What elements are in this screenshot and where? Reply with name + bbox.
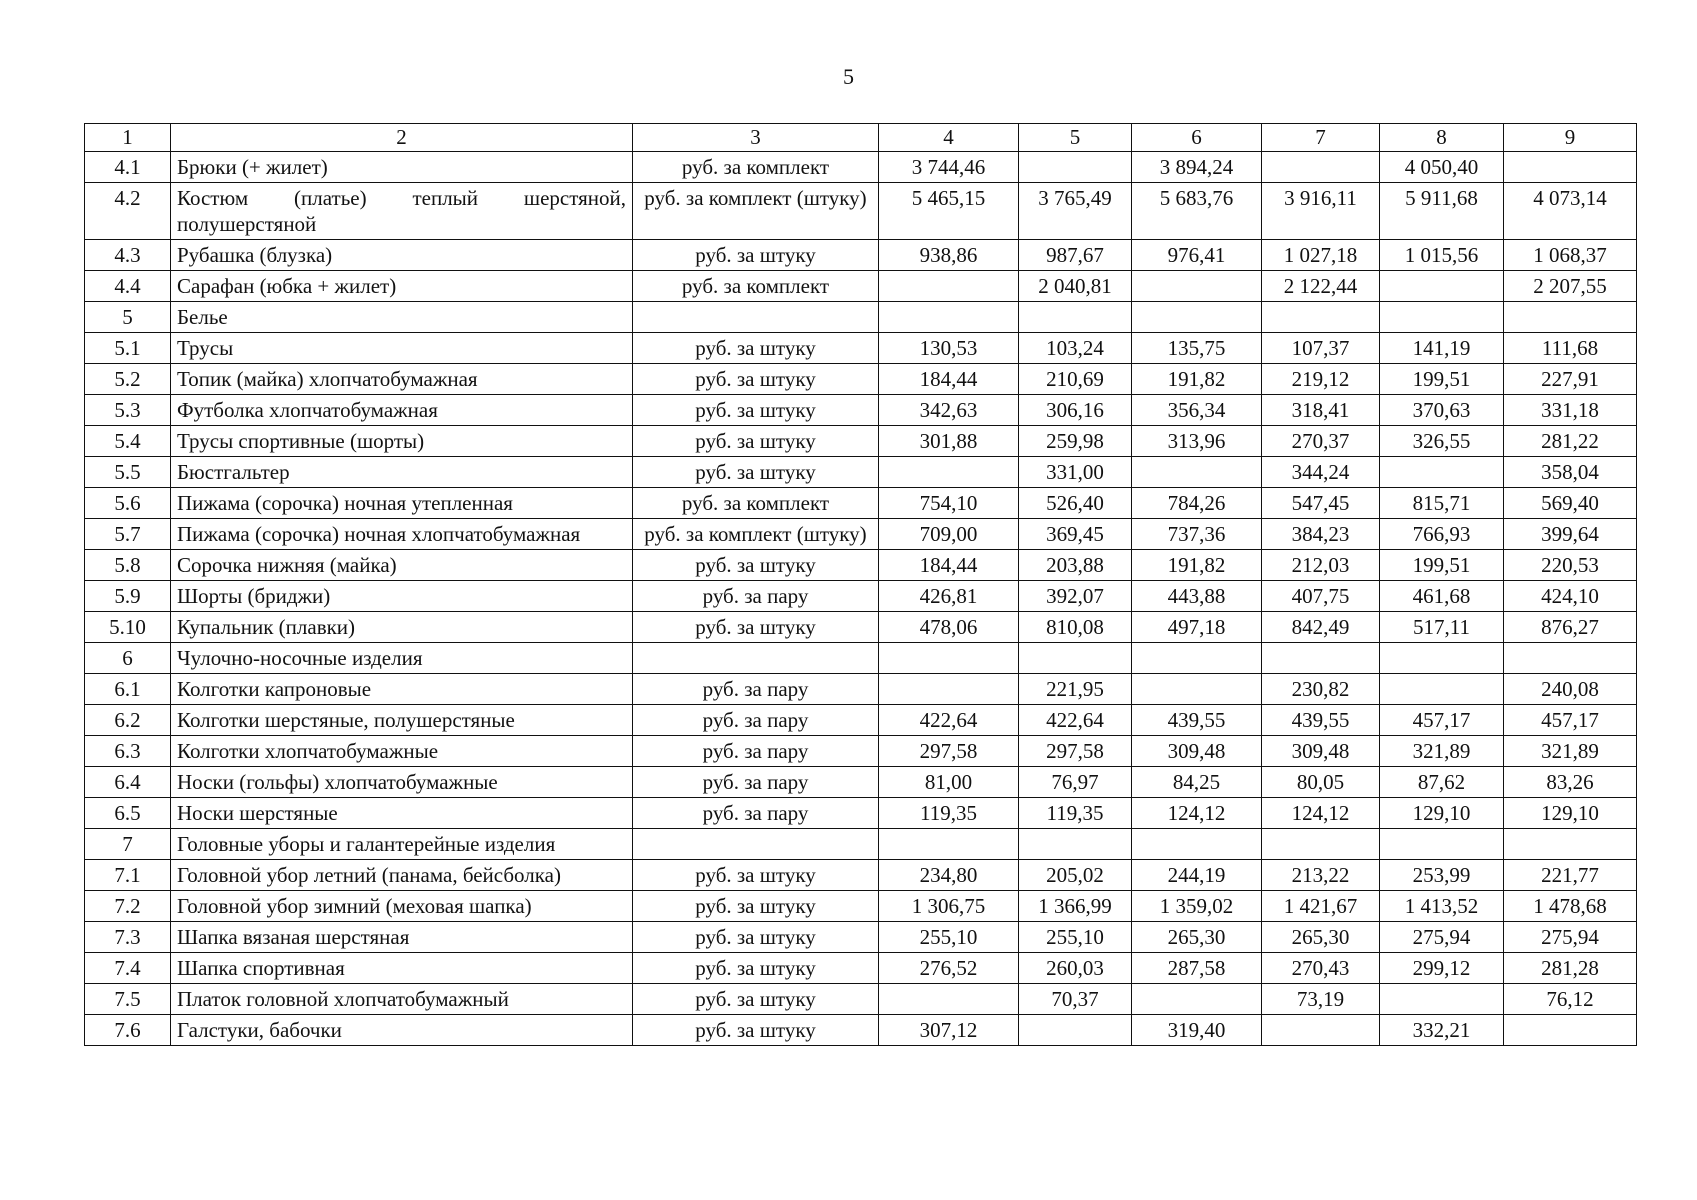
table-row <box>85 457 1637 488</box>
price-cell: 4 073,14 <box>1504 183 1637 240</box>
price-cell: 424,10 <box>1504 581 1637 612</box>
price-cell: 275,94 <box>1504 922 1637 953</box>
price-cell: 313,96 <box>1132 426 1262 457</box>
unit-cell <box>633 643 879 674</box>
unit-cell: руб. за штуку <box>633 891 879 922</box>
price-cell: 221,95 <box>1019 674 1132 705</box>
price-cell: 119,35 <box>1019 798 1132 829</box>
unit-cell: руб. за штуку <box>633 395 879 426</box>
price-cell: 517,11 <box>1380 612 1504 643</box>
table-row <box>85 1015 1637 1046</box>
price-cell: 240,08 <box>1504 674 1637 705</box>
table-row <box>85 736 1637 767</box>
price-cell <box>1380 271 1504 302</box>
price-cell <box>1262 829 1380 860</box>
price-cell <box>1019 829 1132 860</box>
unit-cell: руб. за штуку <box>633 860 879 891</box>
table-row <box>85 643 1637 674</box>
table-row <box>85 333 1637 364</box>
row-number-cell: 6.3 <box>85 736 171 767</box>
table-row <box>85 798 1637 829</box>
row-number-cell: 5.4 <box>85 426 171 457</box>
price-cell: 1 015,56 <box>1380 240 1504 271</box>
item-name-cell: Колготки хлопчатобумажные <box>171 736 633 767</box>
price-cell: 461,68 <box>1380 581 1504 612</box>
price-cell: 810,08 <box>1019 612 1132 643</box>
price-cell: 709,00 <box>879 519 1019 550</box>
price-cell <box>879 302 1019 333</box>
price-cell: 976,41 <box>1132 240 1262 271</box>
unit-cell: руб. за штуку <box>633 550 879 581</box>
price-cell: 234,80 <box>879 860 1019 891</box>
price-cell: 876,27 <box>1504 612 1637 643</box>
price-cell: 135,75 <box>1132 333 1262 364</box>
price-cell <box>1132 643 1262 674</box>
row-number-cell: 7.4 <box>85 953 171 984</box>
price-cell: 842,49 <box>1262 612 1380 643</box>
item-name-cell: Белье <box>171 302 633 333</box>
unit-cell: руб. за пару <box>633 798 879 829</box>
price-cell: 1 068,37 <box>1504 240 1637 271</box>
price-cell: 1 413,52 <box>1380 891 1504 922</box>
price-cell: 299,12 <box>1380 953 1504 984</box>
price-cell: 309,48 <box>1262 736 1380 767</box>
price-cell: 76,97 <box>1019 767 1132 798</box>
table-row <box>85 550 1637 581</box>
item-name-cell: Футболка хлопчатобумажная <box>171 395 633 426</box>
item-name-cell: Шорты (бриджи) <box>171 581 633 612</box>
table-row <box>85 426 1637 457</box>
price-cell: 184,44 <box>879 550 1019 581</box>
price-cell: 124,12 <box>1262 798 1380 829</box>
price-cell <box>1132 674 1262 705</box>
price-cell: 2 207,55 <box>1504 271 1637 302</box>
item-name-cell: Шапка спортивная <box>171 953 633 984</box>
price-cell: 73,19 <box>1262 984 1380 1015</box>
price-cell: 754,10 <box>879 488 1019 519</box>
item-name-cell: Брюки (+ жилет) <box>171 152 633 183</box>
price-cell: 318,41 <box>1262 395 1380 426</box>
row-number-cell: 5.1 <box>85 333 171 364</box>
unit-cell: руб. за комплект <box>633 488 879 519</box>
price-cell <box>1380 457 1504 488</box>
price-cell: 399,64 <box>1504 519 1637 550</box>
price-cell: 184,44 <box>879 364 1019 395</box>
item-name-cell: Трусы <box>171 333 633 364</box>
row-number-cell: 5.8 <box>85 550 171 581</box>
unit-cell: руб. за штуку <box>633 612 879 643</box>
price-cell: 107,37 <box>1262 333 1380 364</box>
price-cell: 260,03 <box>1019 953 1132 984</box>
price-cell: 3 744,46 <box>879 152 1019 183</box>
price-cell: 4 050,40 <box>1380 152 1504 183</box>
unit-cell: руб. за пару <box>633 736 879 767</box>
row-number-cell: 6 <box>85 643 171 674</box>
price-cell: 297,58 <box>1019 736 1132 767</box>
price-cell: 766,93 <box>1380 519 1504 550</box>
row-number-cell: 5.5 <box>85 457 171 488</box>
table-row <box>85 488 1637 519</box>
price-cell: 457,17 <box>1504 705 1637 736</box>
row-number-cell: 4.2 <box>85 183 171 240</box>
price-cell: 259,98 <box>1019 426 1132 457</box>
row-number-cell: 5.9 <box>85 581 171 612</box>
price-cell: 76,12 <box>1504 984 1637 1015</box>
item-name-cell: Носки шерстяные <box>171 798 633 829</box>
price-cell <box>879 984 1019 1015</box>
price-cell: 478,06 <box>879 612 1019 643</box>
row-number-cell: 5.3 <box>85 395 171 426</box>
row-number-cell: 4.1 <box>85 152 171 183</box>
price-cell: 526,40 <box>1019 488 1132 519</box>
price-cell: 309,48 <box>1132 736 1262 767</box>
header-cell: 6 <box>1132 124 1262 152</box>
price-cell: 205,02 <box>1019 860 1132 891</box>
price-cell <box>1132 302 1262 333</box>
price-cell <box>1132 829 1262 860</box>
price-cell: 1 366,99 <box>1019 891 1132 922</box>
item-name-cell: Колготки капроновые <box>171 674 633 705</box>
unit-cell: руб. за штуку <box>633 1015 879 1046</box>
price-cell <box>1262 152 1380 183</box>
row-number-cell: 6.5 <box>85 798 171 829</box>
price-cell <box>1504 302 1637 333</box>
price-cell <box>1380 984 1504 1015</box>
price-cell: 422,64 <box>1019 705 1132 736</box>
price-cell: 384,23 <box>1262 519 1380 550</box>
table-row <box>85 302 1637 333</box>
header-cell: 5 <box>1019 124 1132 152</box>
row-number-cell: 7.2 <box>85 891 171 922</box>
price-cell: 210,69 <box>1019 364 1132 395</box>
page-number: 5 <box>843 64 854 89</box>
row-number-cell: 6.2 <box>85 705 171 736</box>
item-name-cell: Шапка вязаная шерстяная <box>171 922 633 953</box>
price-cell: 270,43 <box>1262 953 1380 984</box>
item-name-cell: Рубашка (блузка) <box>171 240 633 271</box>
price-cell: 344,24 <box>1262 457 1380 488</box>
unit-cell: руб. за комплект <box>633 152 879 183</box>
price-cell <box>879 674 1019 705</box>
price-cell <box>1132 984 1262 1015</box>
price-cell: 547,45 <box>1262 488 1380 519</box>
price-cell: 111,68 <box>1504 333 1637 364</box>
row-number-cell: 5.10 <box>85 612 171 643</box>
row-number-cell: 6.1 <box>85 674 171 705</box>
header-cell: 9 <box>1504 124 1637 152</box>
price-cell: 253,99 <box>1380 860 1504 891</box>
price-cell: 392,07 <box>1019 581 1132 612</box>
price-cell: 815,71 <box>1380 488 1504 519</box>
price-cell: 1 027,18 <box>1262 240 1380 271</box>
price-cell: 1 421,67 <box>1262 891 1380 922</box>
price-cell: 265,30 <box>1262 922 1380 953</box>
price-cell <box>1262 302 1380 333</box>
item-name-cell: Колготки шерстяные, полушерстяные <box>171 705 633 736</box>
header-cell: 4 <box>879 124 1019 152</box>
price-cell <box>1504 1015 1637 1046</box>
price-cell <box>1132 457 1262 488</box>
row-number-cell: 7.3 <box>85 922 171 953</box>
table-row <box>85 984 1637 1015</box>
table-body <box>85 124 1637 1046</box>
row-number-cell: 5.2 <box>85 364 171 395</box>
price-cell: 342,63 <box>879 395 1019 426</box>
unit-cell: руб. за штуку <box>633 364 879 395</box>
price-cell: 784,26 <box>1132 488 1262 519</box>
item-name-cell: Трусы спортивные (шорты) <box>171 426 633 457</box>
price-cell <box>1504 152 1637 183</box>
unit-cell: руб. за пару <box>633 674 879 705</box>
price-table <box>84 123 1637 1046</box>
price-cell: 227,91 <box>1504 364 1637 395</box>
price-cell <box>1380 643 1504 674</box>
table-row <box>85 395 1637 426</box>
price-cell <box>1132 271 1262 302</box>
row-number-cell: 5 <box>85 302 171 333</box>
price-cell <box>1380 674 1504 705</box>
price-cell: 124,12 <box>1132 798 1262 829</box>
row-number-cell: 7.6 <box>85 1015 171 1046</box>
price-cell: 319,40 <box>1132 1015 1262 1046</box>
item-name-cell: Пижама (сорочка) ночная хлопчатобумажная <box>171 519 633 550</box>
price-cell: 81,00 <box>879 767 1019 798</box>
price-cell: 70,37 <box>1019 984 1132 1015</box>
unit-cell: руб. за штуку <box>633 922 879 953</box>
price-cell: 426,81 <box>879 581 1019 612</box>
price-cell: 332,21 <box>1380 1015 1504 1046</box>
table-row <box>85 953 1637 984</box>
price-cell: 219,12 <box>1262 364 1380 395</box>
price-cell: 306,16 <box>1019 395 1132 426</box>
price-cell: 358,04 <box>1504 457 1637 488</box>
item-name-cell: Бюстгальтер <box>171 457 633 488</box>
item-name-cell: Костюм (платье) теплый шерстяной, полушерстяной <box>171 183 633 240</box>
unit-cell: руб. за пару <box>633 581 879 612</box>
table-row <box>85 183 1637 240</box>
price-cell: 199,51 <box>1380 550 1504 581</box>
price-cell: 497,18 <box>1132 612 1262 643</box>
price-cell: 129,10 <box>1380 798 1504 829</box>
price-cell: 230,82 <box>1262 674 1380 705</box>
table-row <box>85 271 1637 302</box>
row-number-cell: 5.6 <box>85 488 171 519</box>
price-cell: 987,67 <box>1019 240 1132 271</box>
price-cell: 275,94 <box>1380 922 1504 953</box>
price-cell: 244,19 <box>1132 860 1262 891</box>
header-cell: 7 <box>1262 124 1380 152</box>
price-cell: 331,00 <box>1019 457 1132 488</box>
price-cell: 2 040,81 <box>1019 271 1132 302</box>
table-row <box>85 705 1637 736</box>
price-cell: 569,40 <box>1504 488 1637 519</box>
price-cell <box>1262 643 1380 674</box>
price-cell: 1 306,75 <box>879 891 1019 922</box>
table-row <box>85 519 1637 550</box>
price-cell: 199,51 <box>1380 364 1504 395</box>
price-cell <box>1380 302 1504 333</box>
row-number-cell: 4.4 <box>85 271 171 302</box>
price-cell: 422,64 <box>879 705 1019 736</box>
item-name-cell: Сорочка нижняя (майка) <box>171 550 633 581</box>
price-cell: 87,62 <box>1380 767 1504 798</box>
price-cell: 276,52 <box>879 953 1019 984</box>
header-cell: 1 <box>85 124 171 152</box>
item-name-cell: Пижама (сорочка) ночная утепленная <box>171 488 633 519</box>
unit-cell: руб. за штуку <box>633 457 879 488</box>
unit-cell: руб. за комплект (штуку) <box>633 519 879 550</box>
item-name-cell: Галстуки, бабочки <box>171 1015 633 1046</box>
price-cell: 938,86 <box>879 240 1019 271</box>
price-cell: 83,26 <box>1504 767 1637 798</box>
price-cell <box>879 271 1019 302</box>
header-cell: 8 <box>1380 124 1504 152</box>
price-cell: 80,05 <box>1262 767 1380 798</box>
price-cell: 221,77 <box>1504 860 1637 891</box>
price-cell: 129,10 <box>1504 798 1637 829</box>
table-row <box>85 674 1637 705</box>
price-cell: 191,82 <box>1132 550 1262 581</box>
price-cell: 130,53 <box>879 333 1019 364</box>
price-cell: 3 916,11 <box>1262 183 1380 240</box>
price-cell: 255,10 <box>879 922 1019 953</box>
price-cell: 213,22 <box>1262 860 1380 891</box>
item-name-cell: Топик (майка) хлопчатобумажная <box>171 364 633 395</box>
price-cell: 439,55 <box>1132 705 1262 736</box>
price-cell: 5 465,15 <box>879 183 1019 240</box>
unit-cell <box>633 829 879 860</box>
price-cell: 255,10 <box>1019 922 1132 953</box>
item-name-cell: Сарафан (юбка + жилет) <box>171 271 633 302</box>
price-cell: 2 122,44 <box>1262 271 1380 302</box>
price-cell: 439,55 <box>1262 705 1380 736</box>
price-cell: 203,88 <box>1019 550 1132 581</box>
price-cell: 84,25 <box>1132 767 1262 798</box>
price-cell: 321,89 <box>1504 736 1637 767</box>
price-cell <box>1019 1015 1132 1046</box>
item-name-cell: Чулочно-носочные изделия <box>171 643 633 674</box>
table-row <box>85 364 1637 395</box>
table-row <box>85 860 1637 891</box>
row-number-cell: 5.7 <box>85 519 171 550</box>
price-cell <box>1019 302 1132 333</box>
item-name-cell: Платок головной хлопчатобумажный <box>171 984 633 1015</box>
price-cell: 369,45 <box>1019 519 1132 550</box>
unit-cell: руб. за штуку <box>633 984 879 1015</box>
table-row <box>85 581 1637 612</box>
price-cell: 356,34 <box>1132 395 1262 426</box>
price-cell: 307,12 <box>879 1015 1019 1046</box>
unit-cell: руб. за штуку <box>633 240 879 271</box>
price-cell: 281,22 <box>1504 426 1637 457</box>
table-row <box>85 891 1637 922</box>
unit-cell: руб. за комплект (штуку) <box>633 183 879 240</box>
price-cell: 103,24 <box>1019 333 1132 364</box>
table-row <box>85 152 1637 183</box>
price-cell: 3 894,24 <box>1132 152 1262 183</box>
price-cell <box>879 457 1019 488</box>
table-row <box>85 922 1637 953</box>
header-cell: 2 <box>171 124 633 152</box>
item-name-cell: Купальник (плавки) <box>171 612 633 643</box>
header-cell: 3 <box>633 124 879 152</box>
price-cell: 407,75 <box>1262 581 1380 612</box>
item-name-cell: Головные уборы и галантерейные изделия <box>171 829 633 860</box>
price-cell: 281,28 <box>1504 953 1637 984</box>
price-cell: 191,82 <box>1132 364 1262 395</box>
price-cell: 119,35 <box>879 798 1019 829</box>
price-cell: 3 765,49 <box>1019 183 1132 240</box>
price-cell: 212,03 <box>1262 550 1380 581</box>
unit-cell: руб. за пару <box>633 767 879 798</box>
row-number-cell: 4.3 <box>85 240 171 271</box>
price-cell: 370,63 <box>1380 395 1504 426</box>
row-number-cell: 7.1 <box>85 860 171 891</box>
unit-cell: руб. за комплект <box>633 271 879 302</box>
price-cell: 220,53 <box>1504 550 1637 581</box>
price-cell: 270,37 <box>1262 426 1380 457</box>
price-cell: 287,58 <box>1132 953 1262 984</box>
price-cell: 301,88 <box>879 426 1019 457</box>
price-cell: 1 478,68 <box>1504 891 1637 922</box>
unit-cell: руб. за пару <box>633 705 879 736</box>
item-name-cell: Головной убор зимний (меховая шапка) <box>171 891 633 922</box>
price-cell: 457,17 <box>1380 705 1504 736</box>
price-cell: 5 683,76 <box>1132 183 1262 240</box>
price-cell <box>879 643 1019 674</box>
table-header-row <box>85 124 1637 152</box>
price-cell: 321,89 <box>1380 736 1504 767</box>
row-number-cell: 6.4 <box>85 767 171 798</box>
price-cell: 1 359,02 <box>1132 891 1262 922</box>
price-cell <box>1504 643 1637 674</box>
price-cell <box>1504 829 1637 860</box>
price-cell: 141,19 <box>1380 333 1504 364</box>
unit-cell: руб. за штуку <box>633 426 879 457</box>
price-cell <box>879 829 1019 860</box>
row-number-cell: 7.5 <box>85 984 171 1015</box>
price-cell <box>1019 152 1132 183</box>
item-name-cell: Носки (гольфы) хлопчатобумажные <box>171 767 633 798</box>
price-cell: 297,58 <box>879 736 1019 767</box>
table-row <box>85 829 1637 860</box>
price-cell: 737,36 <box>1132 519 1262 550</box>
item-name-cell: Головной убор летний (панама, бейсболка) <box>171 860 633 891</box>
price-cell: 443,88 <box>1132 581 1262 612</box>
table-row <box>85 240 1637 271</box>
price-cell <box>1262 1015 1380 1046</box>
price-cell: 331,18 <box>1504 395 1637 426</box>
price-cell: 265,30 <box>1132 922 1262 953</box>
price-cell <box>1019 643 1132 674</box>
price-cell: 326,55 <box>1380 426 1504 457</box>
table-row <box>85 767 1637 798</box>
row-number-cell: 7 <box>85 829 171 860</box>
price-cell: 5 911,68 <box>1380 183 1504 240</box>
table-row <box>85 612 1637 643</box>
unit-cell: руб. за штуку <box>633 333 879 364</box>
unit-cell <box>633 302 879 333</box>
price-cell <box>1380 829 1504 860</box>
unit-cell: руб. за штуку <box>633 953 879 984</box>
